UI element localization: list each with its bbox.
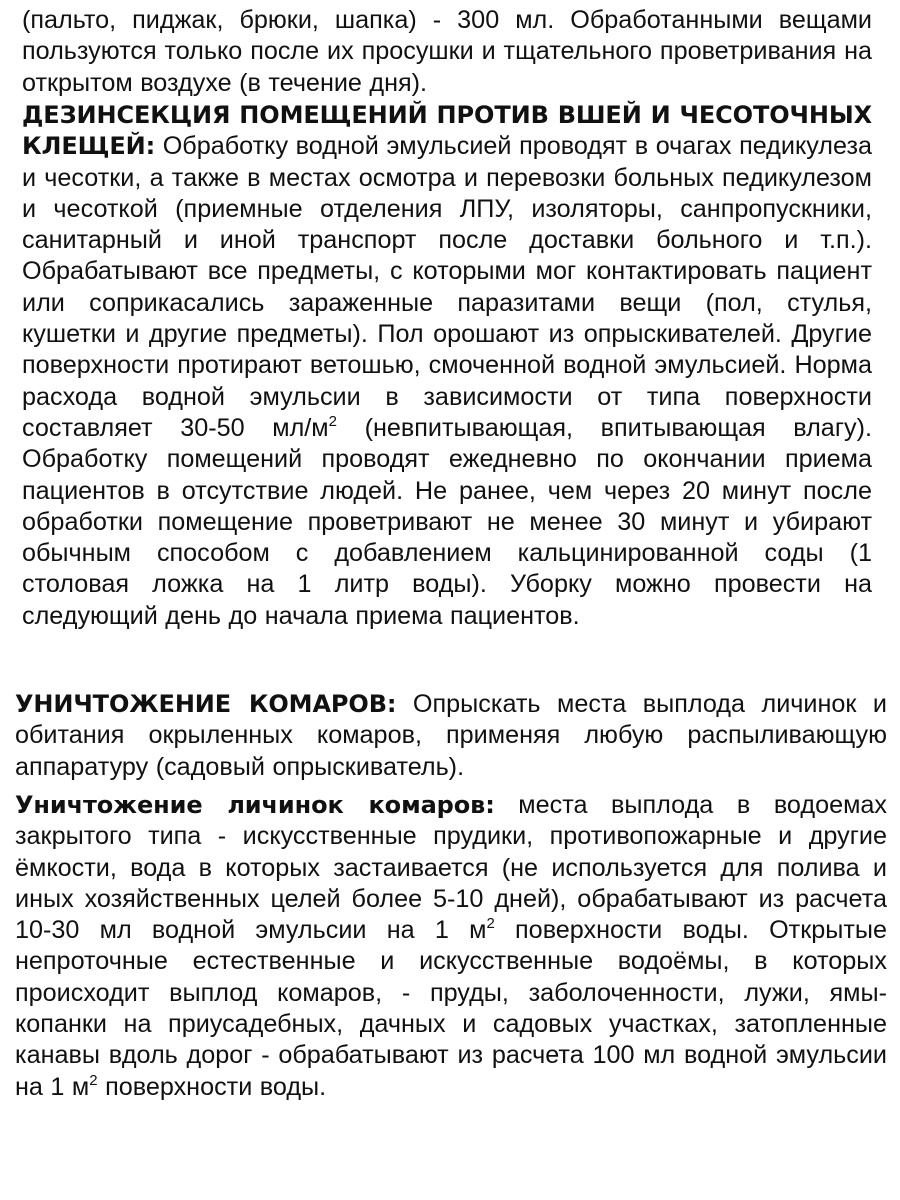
larvae-text-2: поверхности воды. Открытые непроточные естественные и искусственные водоёмы, в которых происходит выплод комаров, - пруды, заболоченности, лужи, ямы-копанки на приусадебных, дачных и садовых участках, затопленные канавы вдоль дорог - обрабатывают из расчета 100 мл водной эмульсии на 1 м [15, 916, 887, 1101]
lice-scabies-text-2: (невпитывающая, впитывающая влагу). Обработку помещений проводят ежедневно по окончании приема пациентов в отсутствие людей. Не ранее, чем через 20 минут после обработки помещение проветривают не менее 30 минут и убирают обычным способом с добавлением кальцинированной соды (1 столовая ложка на 1 литр воды). Уборку можно провести на следующий день до начала приема пациентов. [22, 413, 872, 630]
larvae-text-3: поверхности воды. [97, 1072, 327, 1101]
superscript-2: 2 [328, 412, 337, 430]
mosquito-heading: УНИЧТОЖЕНИЕ КОМАРОВ: [15, 690, 397, 718]
lice-scabies-text-1: Обработку водной эмульсией проводят в очагах педикулеза и чесотки, а также в местах осмотра и перевозки больных педикулезом и чесоткой (приемные отделения ЛПУ, изоляторы, санпропускники, санитарный и иной транспорт после доставки больного и т.п.). Обрабатывают все предметы, с которыми мог контактировать пациент или соприкасались зараженные паразитами вещи (пол, стулья, кушетки и другие предметы). Пол орошают из опрыскивателей. Другие поверхности протирают ветошью, смоченной водной эмульсией. Норма расхода водной эмульсии в зависимости от типа поверхности составляет 30-50 мл/м [22, 132, 872, 442]
larvae-section [15, 790, 887, 1103]
intro-paragraph [22, 5, 872, 99]
larvae-heading: Уничтожение личинок комаров: [15, 791, 495, 819]
lice-scabies-heading: ДЕЗИНСЕКЦИЯ ПОМЕЩЕНИЙ ПРОТИВ ВШЕЙ И ЧЕСОТОЧНЫХ КЛЕЩЕЙ: [22, 101, 872, 161]
mosquito-text: Опрыскать места выплода личинок и обитания окрыленных комаров, применяя любую распыливающую аппаратуру (садовый опрыскиватель). [15, 690, 887, 781]
superscript-2: 2 [486, 915, 495, 933]
superscript-2: 2 [89, 1071, 98, 1089]
intro-text: (пальто, пиджак, брюки, шапка) - 300 мл. Обработанными вещами пользуются только после их просушки и тщательного проветривания на открытом воздухе (в течение дня). [22, 6, 872, 97]
mosquito-section [15, 689, 887, 783]
lice-scabies-section [22, 100, 872, 632]
larvae-text-1: места выплода в водоемах закрытого типа - искусственные прудики, противопожарные и другие ёмкости, вода в которых застаивается (не используется для полива и иных хозяйственных целей более 5-10 дней), обрабатывают из расчета 10-30 мл водной эмульсии на 1 м [15, 791, 887, 945]
